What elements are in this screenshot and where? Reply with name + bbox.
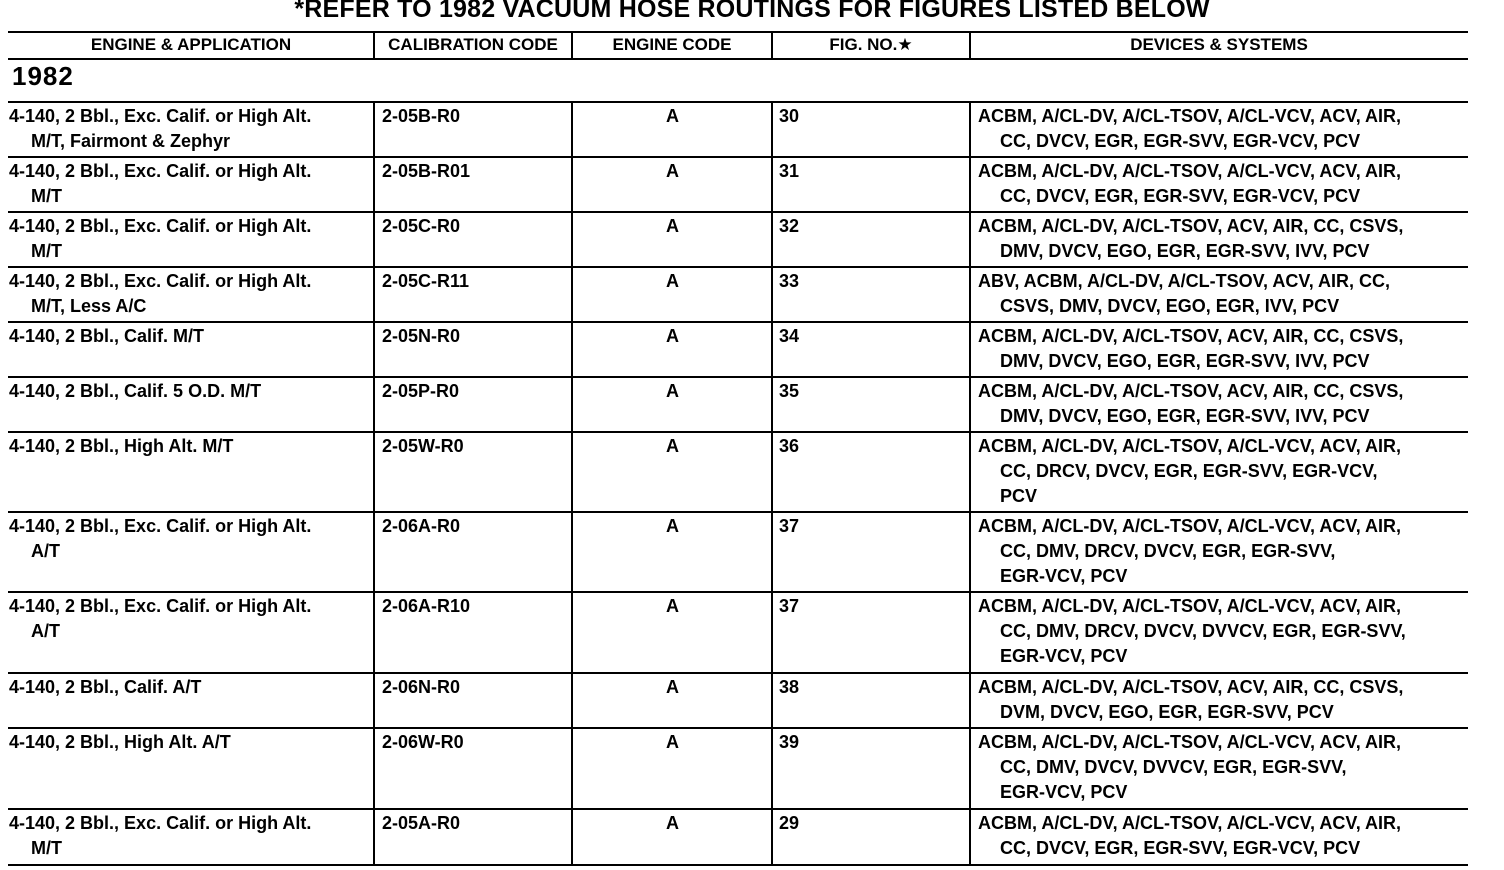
fig-no: 39 [779,732,800,752]
calibration-code: 2-05B-R01 [382,161,471,181]
row-rule [8,321,1468,323]
engine-code: A [666,596,679,616]
calibration-code: 2-05C-R0 [382,216,461,236]
engine-code: A [666,436,679,456]
table-row-application: 4-140, 2 Bbl., Exc. Calif. or High Alt. M/T, Fairmont & Zephyr [9,106,312,151]
devices-systems: ACBM, A/CL-DV, A/CL-TSOV, A/CL-VCV, ACV, AIR, CC, DVCV, EGR, EGR-SVV, EGR-VCV, PCV [978,106,1402,151]
fig-no: 33 [779,271,800,291]
header-engine-application: ENGINE & APPLICATION [90,35,292,54]
column-divider [571,101,573,866]
header-divider [571,31,573,60]
calibration-code: 2-06A-R10 [382,596,471,616]
fig-no: 30 [779,106,800,126]
fig-no: 35 [779,381,800,401]
header-divider [969,31,971,60]
row-rule [8,156,1468,158]
table-row-application: 4-140, 2 Bbl., Exc. Calif. or High Alt. M/T, Less A/C [9,271,312,316]
row-rule [8,672,1468,674]
engine-code: A [666,677,679,697]
devices-systems: ACBM, A/CL-DV, A/CL-TSOV, A/CL-VCV, ACV, AIR, CC, DMV, DVCV, DVVCV, EGR, EGR-SVV, EGR-VCV, PCV [978,732,1402,802]
fig-no: 37 [779,516,800,536]
row-rule [8,591,1468,593]
table-row-application: 4-140, 2 Bbl., Exc. Calif. or High Alt. A/T [9,516,312,561]
table-row-application: 4-140, 2 Bbl., Exc. Calif. or High Alt. M/T [9,813,312,858]
table-row-application: 4-140, 2 Bbl., Calif. A/T [9,677,202,697]
row-rule [8,266,1468,268]
calibration-code: 2-05C-R11 [382,271,470,291]
calibration-code: 2-05A-R0 [382,813,461,833]
engine-code: A [666,381,679,401]
table-row-application: 4-140, 2 Bbl., Calif. M/T [9,326,205,346]
fig-no: 32 [779,216,800,236]
devices-systems: ACBM, A/CL-DV, A/CL-TSOV, A/CL-VCV, ACV, AIR, CC, DMV, DRCV, DVCV, DVVCV, EGR, EGR-SVV, EGR-VCV, PCV [978,596,1406,666]
devices-systems: ACBM, A/CL-DV, A/CL-TSOV, ACV, AIR, CC, CSVS, DVM, DVCV, EGO, EGR, EGR-SVV, PCV [978,677,1404,722]
devices-systems: ACBM, A/CL-DV, A/CL-TSOV, A/CL-VCV, ACV, AIR, CC, DRCV, DVCV, EGR, EGR-SVV, EGR-VCV, PCV [978,436,1402,506]
table-row-application: 4-140, 2 Bbl., Exc. Calif. or High Alt. M/T [9,161,312,206]
fig-no: 36 [779,436,800,456]
fig-no: 37 [779,596,800,616]
calibration-code: 2-05B-R0 [382,106,461,126]
devices-systems: ACBM, A/CL-DV, A/CL-TSOV, ACV, AIR, CC, CSVS, DMV, DVCV, EGO, EGR, EGR-SVV, IVV, PCV [978,326,1404,371]
row-rule [8,431,1468,433]
row-rule [8,727,1468,729]
calibration-code: 2-06W-R0 [382,732,464,752]
fig-no: 29 [779,813,800,833]
table-row-application: 4-140, 2 Bbl., High Alt. A/T [9,732,231,752]
table-row-application: 4-140, 2 Bbl., Exc. Calif. or High Alt. A/T [9,596,312,641]
devices-systems: ACBM, A/CL-DV, A/CL-TSOV, A/CL-VCV, ACV, AIR, CC, DMV, DRCV, DVCV, EGR, EGR-SVV, EGR-VCV, PCV [978,516,1402,586]
devices-systems: ACBM, A/CL-DV, A/CL-TSOV, ACV, AIR, CC, CSVS, DMV, DVCV, EGO, EGR, EGR-SVV, IVV, PCV [978,381,1404,426]
engine-code: A [666,732,679,752]
engine-code: A [666,813,679,833]
row-rule [8,511,1468,513]
column-divider [969,101,971,866]
header-devices-systems: DEVICES & SYSTEMS [1130,35,1308,54]
page-title: *REFER TO 1982 VACUUM HOSE ROUTINGS FOR FIGURES LISTED BELOW [294,0,1210,23]
row-rule [8,101,1468,103]
row-rule [8,376,1468,378]
calibration-code: 2-06N-R0 [382,677,461,697]
table-row-application: 4-140, 2 Bbl., Calif. 5 O.D. M/T [9,381,262,401]
devices-systems: ACBM, A/CL-DV, A/CL-TSOV, ACV, AIR, CC, CSVS, DMV, DVCV, EGO, EGR, EGR-SVV, IVV, PCV [978,216,1404,261]
calibration-code: 2-06A-R0 [382,516,461,536]
header-engine-code: ENGINE CODE [612,35,732,54]
engine-code: A [666,161,679,181]
engine-code: A [666,106,679,126]
column-divider [373,101,375,866]
engine-code: A [666,271,679,291]
fig-no: 31 [779,161,800,181]
header-divider [771,31,773,60]
year-heading: 1982 [12,61,74,91]
header-bottom-rule [8,58,1468,60]
header-divider [373,31,375,60]
header-fig-no: FIG. NO.★ [829,35,913,54]
devices-systems: ACBM, A/CL-DV, A/CL-TSOV, A/CL-VCV, ACV, AIR, CC, DVCV, EGR, EGR-SVV, EGR-VCV, PCV [978,813,1402,858]
column-divider [771,101,773,866]
engine-code: A [666,216,679,236]
fig-no: 38 [779,677,800,697]
table-bottom-rule [8,864,1468,866]
table-row-application: 4-140, 2 Bbl., Exc. Calif. or High Alt. M/T [9,216,312,261]
header-calibration-code: CALIBRATION CODE [388,35,558,54]
row-rule [8,211,1468,213]
engine-code: A [666,326,679,346]
fig-no: 34 [779,326,800,346]
calibration-code: 2-05P-R0 [382,381,460,401]
table-row-application: 4-140, 2 Bbl., High Alt. M/T [9,436,234,456]
devices-systems: ABV, ACBM, A/CL-DV, A/CL-TSOV, ACV, AIR, CC, CSVS, DMV, DVCV, EGO, EGR, IVV, PCV [978,271,1391,316]
devices-systems: ACBM, A/CL-DV, A/CL-TSOV, A/CL-VCV, ACV, AIR, CC, DVCV, EGR, EGR-SVV, EGR-VCV, PCV [978,161,1402,206]
row-rule [8,808,1468,810]
calibration-code: 2-05W-R0 [382,436,464,456]
engine-code: A [666,516,679,536]
calibration-code: 2-05N-R0 [382,326,461,346]
